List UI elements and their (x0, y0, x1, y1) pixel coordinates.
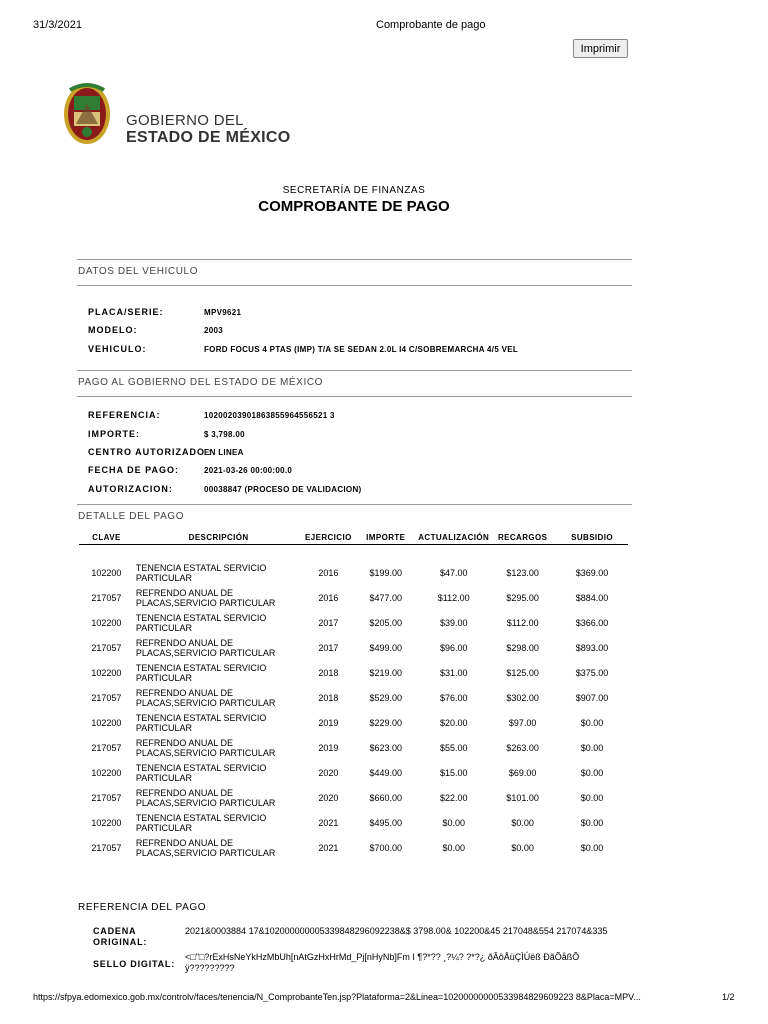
cell-importe: $477.00 (369, 592, 403, 603)
print-page-title: Comprobante de pago (376, 19, 486, 31)
cell-recargos: $125.00 (506, 667, 539, 678)
cell-actualizacion: $20.00 (439, 717, 468, 728)
cell-ejercicio: 2018 (318, 667, 339, 678)
cell-subsidio: $0.00 (580, 842, 604, 853)
cell-importe: $449.00 (369, 767, 403, 778)
cell-ejercicio: 2018 (318, 692, 339, 703)
cell-subsidio: $0.00 (580, 792, 604, 803)
cell-clave: 217057 (91, 692, 122, 703)
cell-recargos: $302.00 (506, 692, 539, 703)
vehiculo-value: FORD FOCUS 4 PTAS (IMP) T/A SE SEDAN 2.0L I4 C/SOBREMARCHA 4/5 VEL (204, 345, 519, 354)
centro-value: EN LINEA (204, 448, 244, 457)
referencia-value: 10200203901863855964556521 3 (204, 411, 335, 420)
sello-value: <□"□?rExHsNeYkHzMbUh[nAtGzHxHrMd_Pj[nHyNb]Fm I ¶?*?? ¸?¼? ?*?¿ ðÂôÅüÇÌÚëß ÐãÕåßÕÿ????????? (185, 952, 580, 973)
page-url: https://sfpya.edomexico.gob.mx/controlv/faces/tenencia/N_ComprobanteTen.jsp?Plataforma=2&Linea=10200000000533984829609223 8&Placa=MPV... (33, 992, 641, 1002)
cell-actualizacion: $55.00 (439, 742, 468, 753)
cell-importe: $623.00 (369, 742, 403, 753)
header-descripcion: DESCRIPCIÓN (134, 531, 304, 545)
section-detalle-title: DETALLE DEL PAGO (78, 511, 185, 522)
government-name-line2: ESTADO DE MÉXICO (126, 129, 291, 146)
cell-clave: 102200 (91, 567, 122, 578)
cell-clave: 217057 (91, 842, 122, 853)
table-row (79, 810, 628, 835)
cell-ejercicio: 2017 (318, 617, 339, 628)
header-recargos: RECARGOS (489, 531, 556, 545)
fecha-value: 2021-03-26 00:00:00.0 (204, 466, 293, 475)
placa-label: PLACA/SERIE: (88, 307, 164, 317)
print-button[interactable]: Imprimir (573, 39, 628, 58)
cell-clave: 102200 (91, 667, 122, 678)
table-row (79, 785, 628, 810)
cell-subsidio: $907.00 (575, 692, 609, 703)
header-actualizacion: ACTUALIZACIÓN (418, 531, 489, 545)
cell-recargos: $97.00 (508, 717, 537, 728)
cell-importe: $219.00 (369, 667, 403, 678)
referencia-label: REFERENCIA: (88, 410, 161, 420)
cell-importe: $499.00 (369, 642, 403, 653)
table-header-row (79, 531, 628, 545)
cell-descripcion: REFRENDO ANUAL DE PLACAS,SERVICIO PARTICULAR (135, 587, 276, 608)
cell-actualizacion: $112.00 (437, 592, 470, 603)
cell-importe: $660.00 (369, 792, 403, 803)
coat-of-arms-icon (62, 82, 112, 146)
table-row (79, 635, 628, 660)
divider (77, 504, 632, 505)
cadena-value: 2021&0003884 17&102000000005339848296092238&$ 3798.00& 102200&45 217048&554 217074&335 (185, 926, 608, 936)
cell-actualizacion: $31.00 (439, 667, 468, 678)
cell-subsidio: $0.00 (580, 767, 604, 778)
cell-subsidio: $884.00 (575, 592, 609, 603)
cell-descripcion: REFRENDO ANUAL DE PLACAS,SERVICIO PARTICULAR (135, 837, 276, 858)
cell-clave: 217057 (91, 742, 122, 753)
table-row (79, 560, 628, 585)
cell-descripcion: TENENCIA ESTATAL SERVICIO PARTICULAR (135, 562, 267, 583)
section-vehiculo-title: DATOS DEL VEHICULO (78, 266, 199, 277)
cell-descripcion: TENENCIA ESTATAL SERVICIO PARTICULAR (135, 612, 267, 633)
cell-importe: $199.00 (369, 567, 403, 578)
government-name-line1: GOBIERNO DEL (126, 112, 244, 129)
cell-subsidio: $0.00 (580, 717, 604, 728)
cell-descripcion: REFRENDO ANUAL DE PLACAS,SERVICIO PARTICULAR (135, 637, 276, 658)
importe-label: IMPORTE: (88, 429, 140, 439)
modelo-value: 2003 (204, 326, 223, 335)
cell-descripcion: REFRENDO ANUAL DE PLACAS,SERVICIO PARTICULAR (135, 737, 276, 758)
cell-recargos: $295.00 (506, 592, 539, 603)
cell-actualizacion: $47.00 (439, 567, 468, 578)
centro-label: CENTRO AUTORIZADO : (88, 447, 213, 457)
table-row (79, 710, 628, 735)
header-subsidio: SUBSIDIO (556, 531, 628, 545)
cell-ejercicio: 2020 (318, 767, 339, 778)
section-pago-title: PAGO AL GOBIERNO DEL ESTADO DE MÉXICO (78, 377, 324, 388)
cell-descripcion: REFRENDO ANUAL DE PLACAS,SERVICIO PARTICULAR (135, 687, 276, 708)
cell-descripcion: REFRENDO ANUAL DE PLACAS,SERVICIO PARTICULAR (135, 787, 276, 808)
divider (77, 370, 632, 371)
cell-importe: $205.00 (369, 617, 403, 628)
divider (77, 259, 632, 260)
cell-subsidio: $0.00 (580, 742, 604, 753)
divider (77, 396, 632, 397)
cell-descripcion: TENENCIA ESTATAL SERVICIO PARTICULAR (135, 762, 267, 783)
cell-actualizacion: $96.00 (439, 642, 468, 653)
autorizacion-label: AUTORIZACION: (88, 484, 173, 494)
cell-actualizacion: $0.00 (442, 842, 465, 853)
table-row (79, 585, 628, 610)
cell-recargos: $123.00 (506, 567, 539, 578)
cell-ejercicio: 2016 (318, 592, 339, 603)
cell-actualizacion: $15.00 (439, 767, 468, 778)
cell-actualizacion: $22.00 (439, 792, 468, 803)
header-importe: IMPORTE (353, 531, 418, 545)
print-date: 31/3/2021 (33, 19, 82, 31)
cell-descripcion: TENENCIA ESTATAL SERVICIO PARTICULAR (135, 712, 267, 733)
cell-subsidio: $375.00 (575, 667, 609, 678)
table-row (79, 610, 628, 635)
cell-importe: $529.00 (369, 692, 403, 703)
cell-ejercicio: 2016 (318, 567, 339, 578)
cell-clave: 217057 (91, 642, 122, 653)
cell-actualizacion: $0.00 (442, 817, 465, 828)
detalle-table (79, 531, 628, 860)
cadena-label: CADENA ORIGINAL: (93, 926, 148, 947)
sello-label: SELLO DIGITAL: (93, 959, 176, 969)
cell-clave: 217057 (91, 792, 122, 803)
cell-actualizacion: $76.00 (439, 692, 468, 703)
table-row (79, 835, 628, 860)
importe-value: $ 3,798.00 (204, 430, 245, 439)
cell-descripcion: TENENCIA ESTATAL SERVICIO PARTICULAR (135, 812, 267, 833)
fecha-label: FECHA DE PAGO: (88, 465, 180, 475)
table-row (79, 685, 628, 710)
cell-clave: 102200 (91, 717, 122, 728)
modelo-label: MODELO: (88, 325, 138, 335)
autorizacion-value: 00038847 (PROCESO DE VALIDACION) (204, 485, 362, 494)
cell-clave: 217057 (91, 592, 122, 603)
cell-actualizacion: $39.00 (439, 617, 468, 628)
cell-subsidio: $366.00 (575, 617, 609, 628)
cell-importe: $700.00 (369, 842, 403, 853)
cell-recargos: $0.00 (511, 842, 534, 853)
cell-ejercicio: 2021 (318, 817, 339, 828)
cell-subsidio: $893.00 (575, 642, 609, 653)
cell-ejercicio: 2019 (318, 717, 339, 728)
header-clave: CLAVE (79, 531, 134, 545)
cell-clave: 102200 (91, 617, 122, 628)
cell-ejercicio: 2021 (318, 842, 339, 853)
cell-recargos: $101.00 (506, 792, 539, 803)
cell-descripcion: TENENCIA ESTATAL SERVICIO PARTICULAR (135, 662, 267, 683)
cell-recargos: $263.00 (506, 742, 539, 753)
header-ejercicio: EJERCICIO (303, 531, 353, 545)
placa-value: MPV9621 (204, 308, 242, 317)
cell-recargos: $298.00 (506, 642, 539, 653)
cell-ejercicio: 2017 (318, 642, 339, 653)
table-row (79, 760, 628, 785)
cell-ejercicio: 2020 (318, 792, 339, 803)
divider (77, 285, 632, 286)
cell-subsidio: $369.00 (575, 567, 609, 578)
table-row (79, 660, 628, 685)
cell-clave: 102200 (91, 767, 122, 778)
cell-recargos: $112.00 (506, 617, 539, 628)
cell-recargos: $0.00 (511, 817, 534, 828)
cell-clave: 102200 (91, 817, 122, 828)
cell-importe: $495.00 (369, 817, 403, 828)
table-row (79, 735, 628, 760)
cell-importe: $229.00 (369, 717, 403, 728)
secretaria-label: SECRETARÍA DE FINANZAS (282, 185, 426, 196)
document-title: COMPROBANTE DE PAGO (258, 198, 450, 215)
section-referencia-title: REFERENCIA DEL PAGO (78, 902, 207, 913)
cell-subsidio: $0.00 (580, 817, 604, 828)
cell-recargos: $69.00 (508, 767, 537, 778)
vehiculo-label: VEHICULO: (88, 344, 147, 354)
page-number: 1/2 (722, 992, 735, 1002)
cell-ejercicio: 2019 (318, 742, 339, 753)
